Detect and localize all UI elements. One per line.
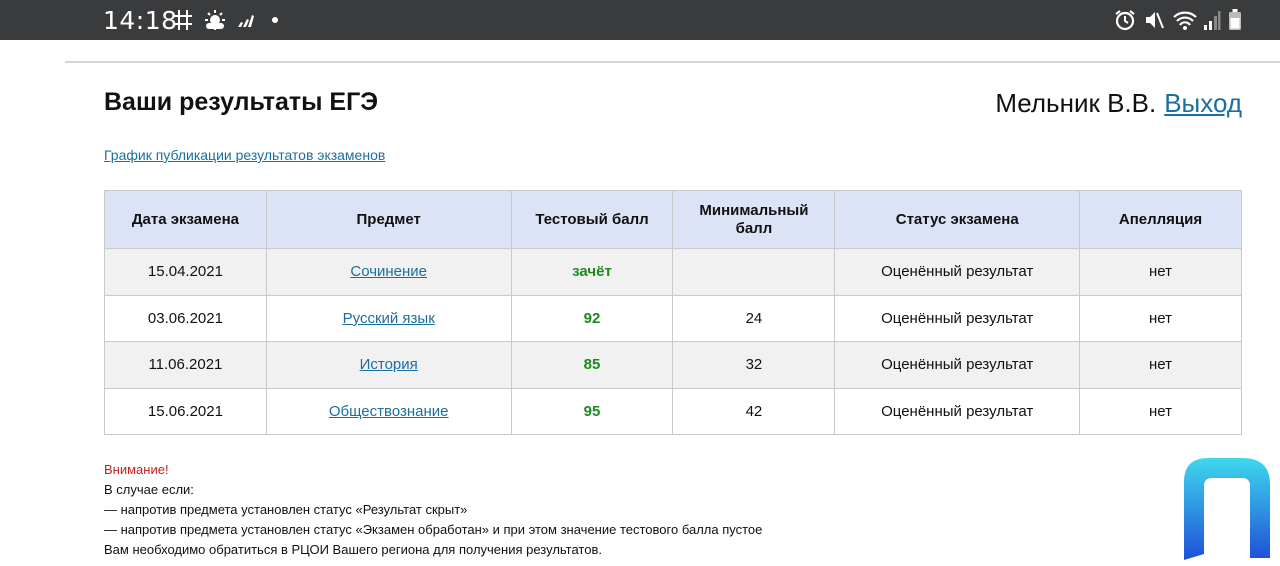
status-time: 14:18 [103,6,178,35]
subject-link[interactable]: История [359,356,418,374]
cell-status: Оценённый результат [835,295,1080,342]
table-row [105,388,1242,435]
header-divider [65,61,1280,63]
status-bar [0,0,1280,40]
user-name: Мельник В.В. [995,88,1157,118]
column-header-subject: Предмет [266,191,511,249]
cell-appeal: нет [1080,295,1242,342]
notice-line: — напротив предмета установлен статус «Экзамен обработан» и при этом значение тестового балла пустое [104,522,763,537]
battery-icon [1228,9,1242,31]
column-header-min-score: Минимальный балл [673,191,835,249]
cell-subject [266,388,511,435]
table-row [105,342,1242,389]
cell-appeal: нет [1080,342,1242,389]
notification-dot-icon [272,17,278,23]
cell-appeal: нет [1080,249,1242,296]
cell-min-score: 42 [673,388,835,435]
column-header-date: Дата экзамена [105,191,267,249]
cell-date: 11.06.2021 [105,342,267,389]
cell-status: Оценённый результат [835,249,1080,296]
results-table [104,190,1242,435]
schedule-link[interactable]: График публикации результатов экзаменов [104,147,386,163]
cell-subject [266,295,511,342]
signal-icon [1203,9,1221,31]
cell-min-score: 32 [673,342,835,389]
notice-line: В случае если: [104,482,194,497]
hashtag-grid-icon [173,9,193,31]
subject-link[interactable]: Русский язык [342,309,435,327]
page-title: Ваши результаты ЕГЭ [104,88,379,116]
column-header-status: Статус экзамена [835,191,1080,249]
table-row [105,249,1242,296]
subject-link[interactable]: Сочинение [350,263,428,281]
adidas-icon [236,9,256,31]
notice-line: Вам необходимо обратиться в РЦОИ Вашего региона для получения результатов. [104,542,602,557]
cell-date: 15.04.2021 [105,249,267,296]
cell-subject [266,249,511,296]
cell-score: зачёт [511,249,673,296]
cell-score: 92 [511,295,673,342]
alarm-icon [1113,9,1137,31]
cell-date: 03.06.2021 [105,295,267,342]
notice-attention: Внимание! [104,462,169,477]
cell-status: Оценённый результат [835,342,1080,389]
cell-score: 85 [511,342,673,389]
table-header-row [105,191,1242,249]
subject-link[interactable]: Обществознание [328,402,449,420]
wifi-icon [1172,9,1198,31]
mute-icon [1143,9,1165,31]
weather-icon [204,9,226,31]
cell-min-score: 24 [673,295,835,342]
column-header-appeal: Апелляция [1080,191,1242,249]
table-row [105,295,1242,342]
notice-block [104,460,762,560]
column-header-score: Тестовый балл [511,191,673,249]
user-block [995,88,1242,119]
cell-status: Оценённый результат [835,388,1080,435]
notice-line: — напротив предмета установлен статус «Результат скрыт» [104,502,468,517]
cell-appeal: нет [1080,388,1242,435]
cell-date: 15.06.2021 [105,388,267,435]
cell-min-score [673,249,835,296]
logout-link[interactable]: Выход [1164,88,1242,118]
cell-subject [266,342,511,389]
brand-logo-icon [1180,456,1272,560]
cell-score: 95 [511,388,673,435]
